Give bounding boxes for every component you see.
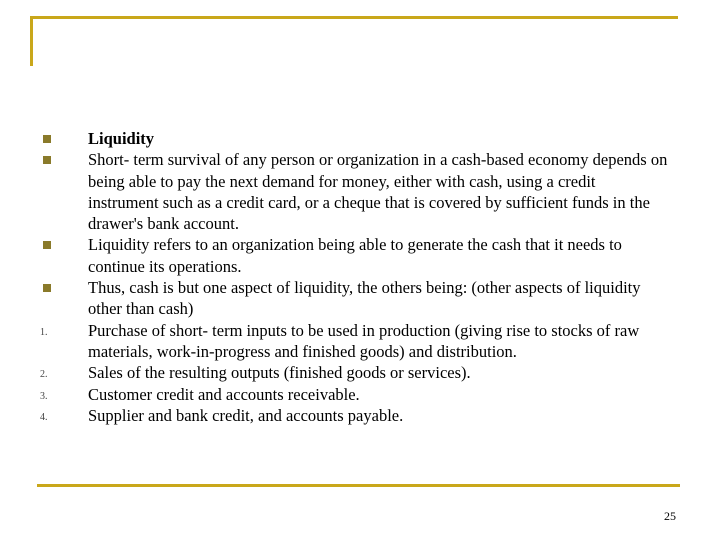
footer-rule (37, 484, 680, 487)
square-bullet-icon (43, 135, 51, 143)
item-text: Liquidity (88, 129, 155, 148)
frame-left-rule (30, 16, 33, 66)
item-number: 2. (40, 369, 48, 381)
item-text: Short- term survival of any person or organization in a cash-based economy depends on being able to pay the next demand for money, either with cash, using a credit instrument such as a credit card, or a cheque that is covered by sufficient funds in the drawer's bank account. (88, 150, 668, 234)
item-text: Purchase of short- term inputs to be used in production (giving rise to stocks of raw materials, work-in-progress and finished goods) and distribution. (88, 320, 640, 361)
item-text: Supplier and bank credit, and accounts payable. (88, 405, 404, 425)
list-item (40, 362, 670, 383)
list-item (40, 384, 670, 405)
frame-top-rule (30, 16, 678, 19)
square-bullet-icon (43, 284, 51, 292)
item-text: Liquidity refers to an organization being able to generate the cash that it needs to continue its operations. (88, 235, 622, 276)
list-item (40, 128, 670, 149)
list-item (40, 320, 670, 363)
item-number: 4. (40, 411, 48, 423)
item-text: Thus, cash is but one aspect of liquidity, the others being: (other aspects of liquidity other than cash) (88, 278, 641, 319)
item-number: 1. (40, 326, 48, 338)
square-bullet-icon (43, 241, 51, 249)
slide-body (40, 128, 670, 426)
item-text: Sales of the resulting outputs (finished goods or services). (88, 363, 471, 383)
list-item (40, 149, 670, 234)
item-text: Customer credit and accounts receivable. (88, 384, 360, 404)
square-bullet-icon (43, 156, 51, 164)
item-number: 3. (40, 390, 48, 402)
list-item (40, 234, 670, 277)
page-number: 25 (664, 509, 676, 523)
list-item (40, 277, 670, 320)
list-item (40, 405, 670, 426)
